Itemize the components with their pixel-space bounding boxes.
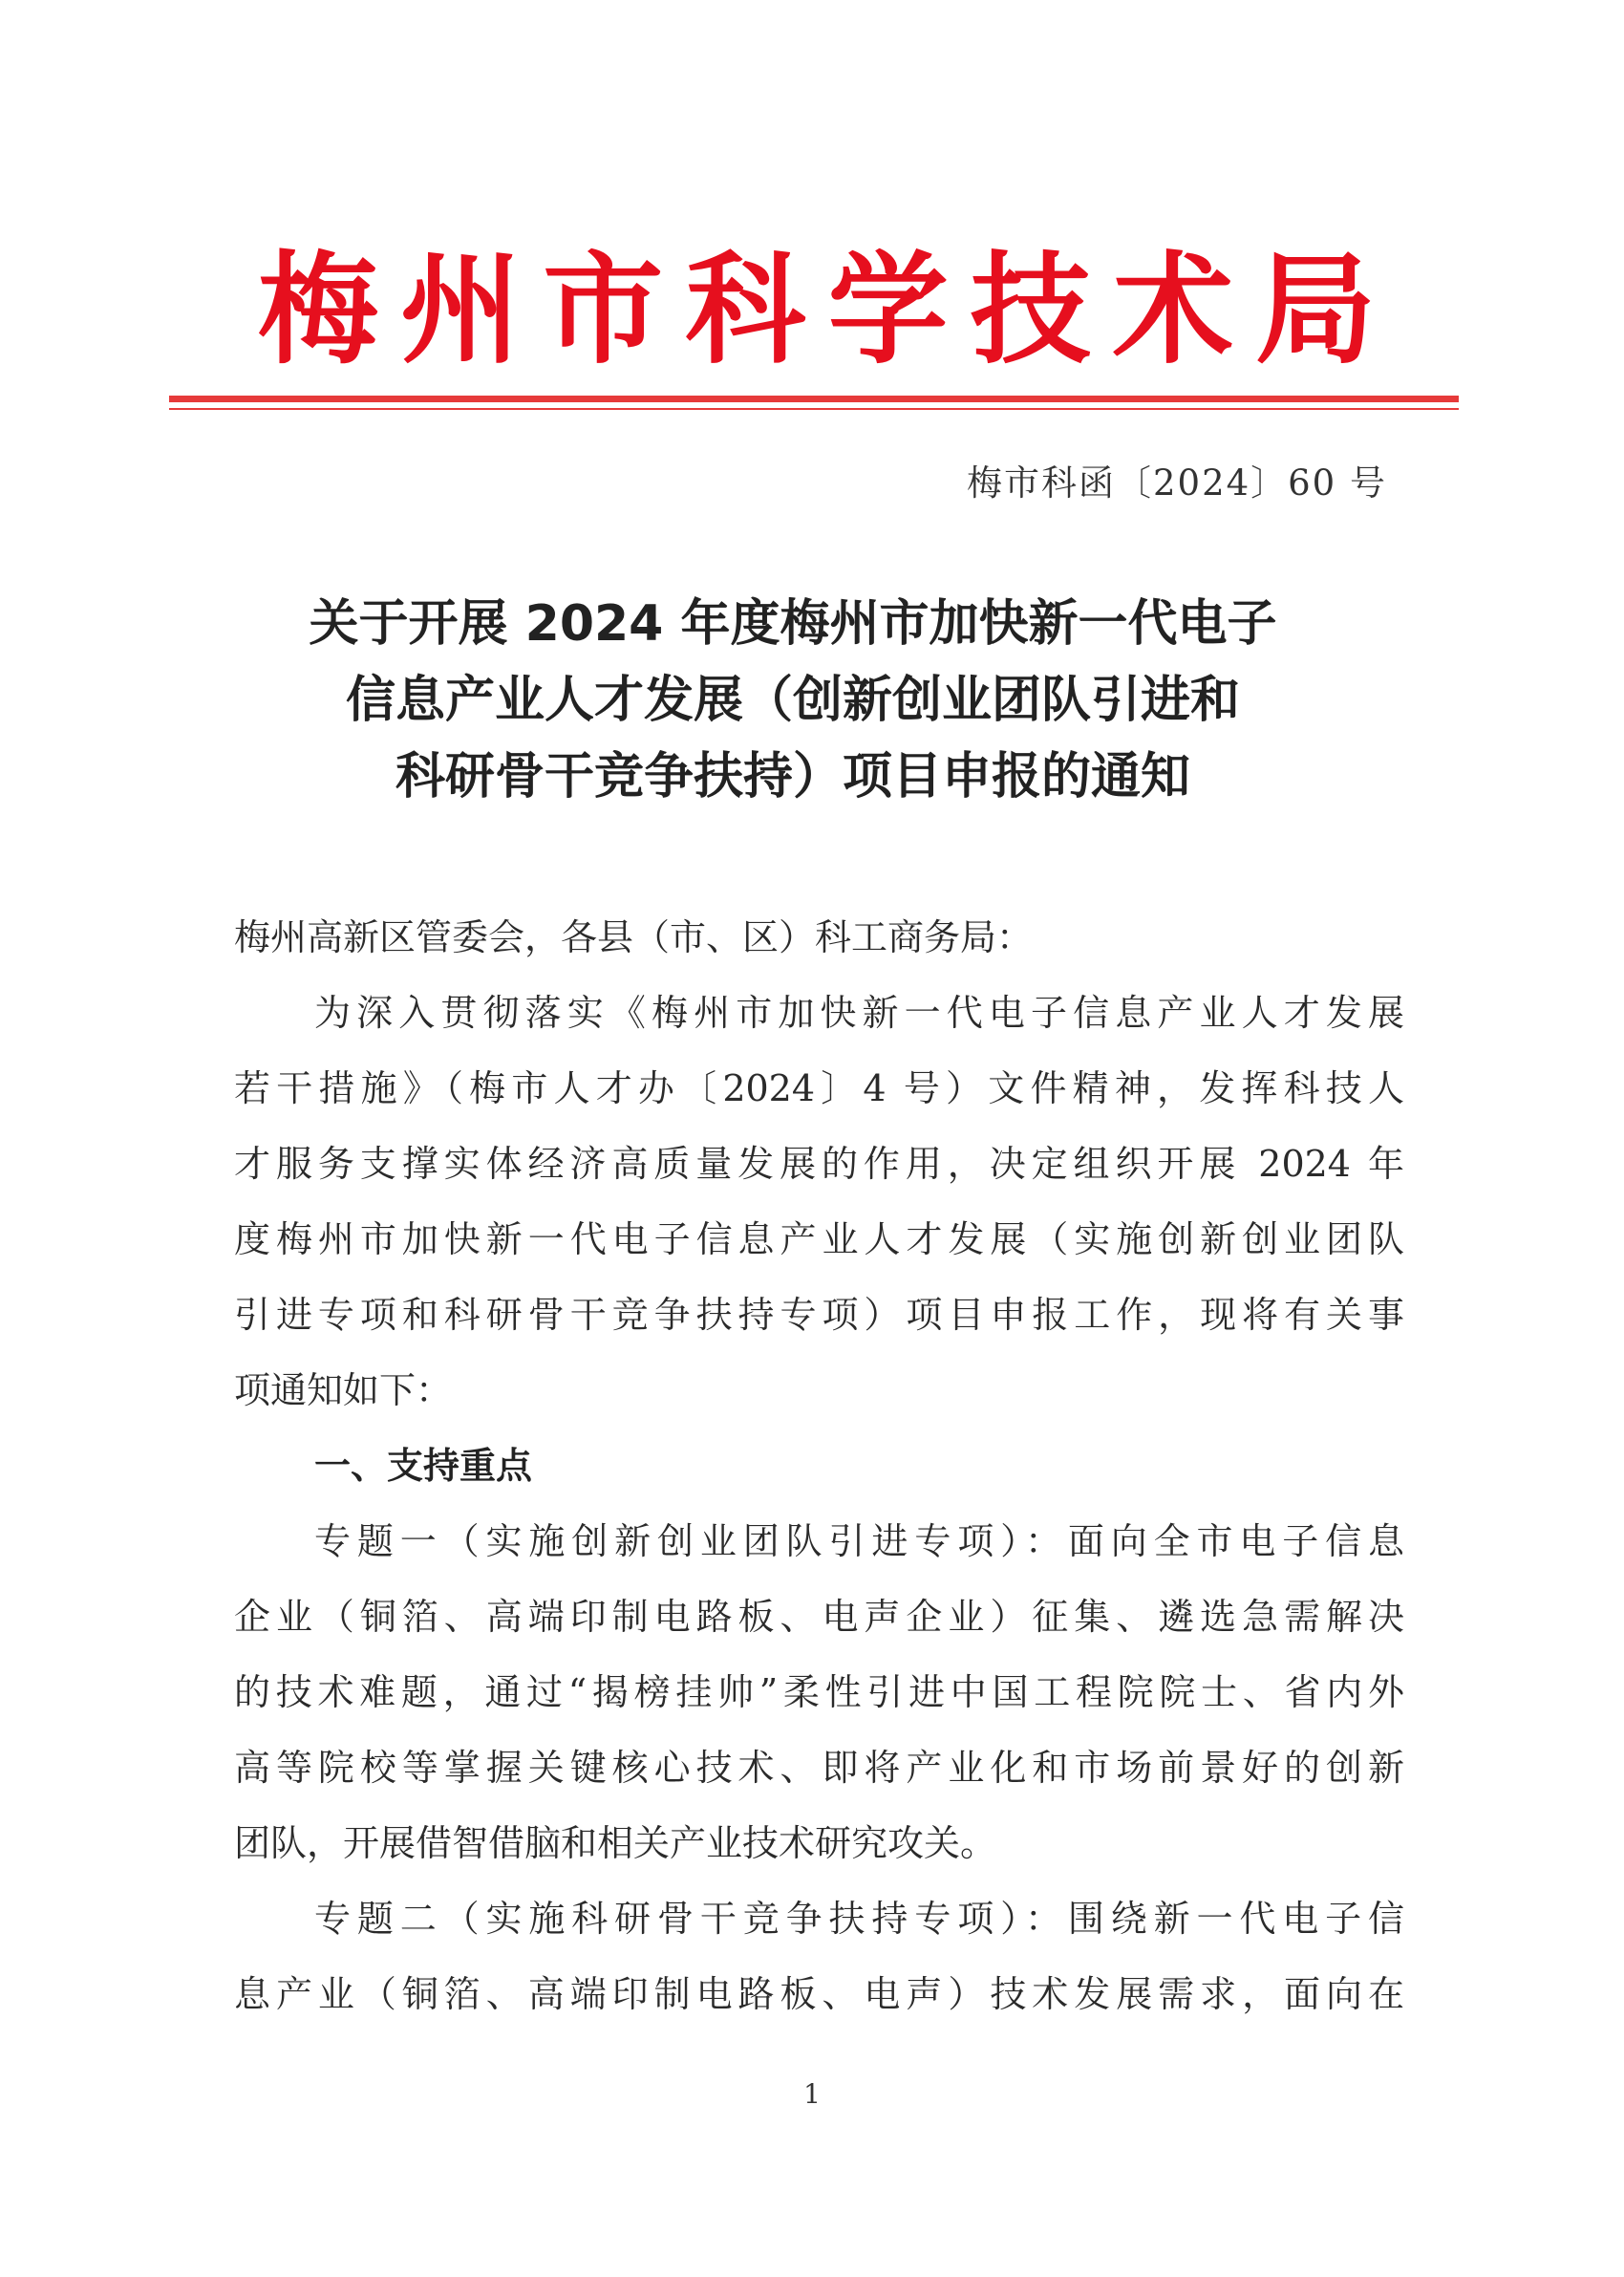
topic1-line: 团队，开展借智借脑和相关产业技术研究攻关。 (234, 1822, 997, 1864)
topic1-line: 高等院校等掌握关键核心技术、即将产业化和市场前景好的创新 (234, 1747, 1404, 1789)
intro-line: 引进专项和科研骨干竞争扶持专项）项目申报工作，现将有关事 (234, 1294, 1404, 1336)
red-divider-thick (169, 396, 1459, 402)
topic1-line: 的技术难题，通过“揭榜挂帅”柔性引进中国工程院院士、省内外 (234, 1671, 1404, 1713)
section-heading-support-focus: 一、支持重点 (314, 1445, 533, 1487)
salutation: 梅州高新区管委会，各县（市、区）科工商务局： (234, 916, 1034, 958)
masthead-char: 州 (400, 240, 522, 380)
title-line: 科研骨干竞争扶持）项目申报的通知 (395, 748, 1190, 806)
document-body (234, 900, 1404, 2032)
masthead-char: 梅 (258, 240, 378, 380)
masthead-char: 局 (1254, 240, 1376, 380)
masthead-char: 学 (827, 240, 949, 380)
intro-line: 若干措施》（梅市人才办〔2024〕4 号）文件精神，发挥科技人 (234, 1067, 1404, 1109)
page-number: 1 (803, 2078, 821, 2110)
intro-line: 为深入贯彻落实《梅州市加快新一代电子信息产业人才发展 (314, 992, 1404, 1034)
intro-line: 度梅州市加快新一代电子信息产业人才发展（实施创新创业团队 (234, 1218, 1404, 1260)
topic2-line: 息产业（铜箔、高端印制电路板、电声）技术发展需求，面向在 (234, 1973, 1404, 2015)
topic2-line: 专题二（实施科研骨干竞争扶持专项）：围绕新一代电子信 (314, 1898, 1404, 1940)
masthead-char: 术 (1112, 240, 1233, 380)
red-divider-thin (169, 408, 1459, 410)
document-number: 梅市科函〔2024〕60 号 (966, 462, 1387, 504)
masthead-char: 市 (543, 240, 664, 380)
issuing-authority-masthead (258, 229, 1376, 392)
document-title (229, 586, 1357, 815)
title-line: 信息产业人才发展（创新创业团队引进和 (345, 672, 1240, 729)
title-line: 关于开展 2024 年度梅州市加快新一代电子 (309, 595, 1277, 653)
intro-line: 项通知如下： (234, 1369, 453, 1411)
masthead-char: 科 (685, 240, 806, 380)
topic1-line: 专题一（实施创新创业团队引进专项）：面向全市电子信息 (314, 1520, 1404, 1562)
intro-line: 才服务支撑实体经济高质量发展的作用，决定组织开展 2024 年 (234, 1143, 1404, 1185)
topic1-line: 企业（铜箔、高端印制电路板、电声企业）征集、遴选急需解决 (234, 1596, 1404, 1638)
masthead-char: 技 (970, 240, 1091, 380)
